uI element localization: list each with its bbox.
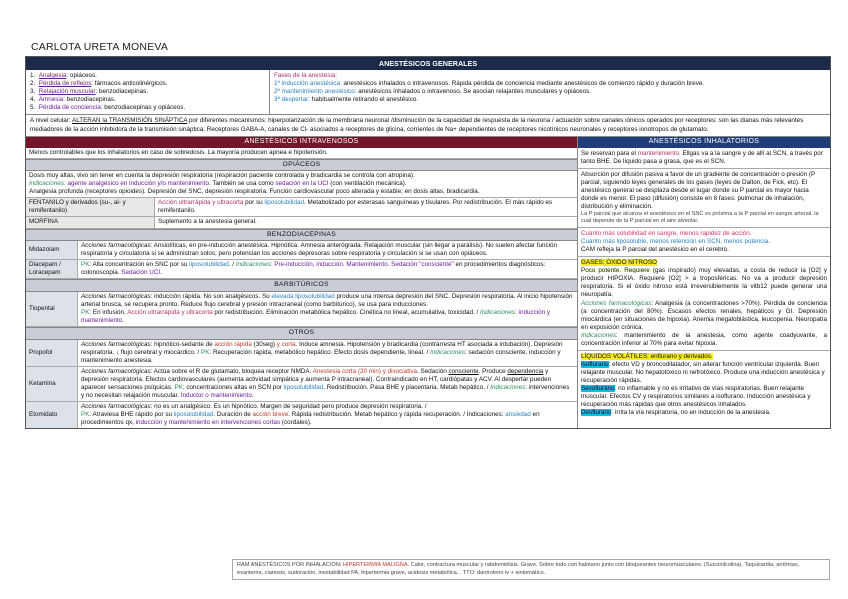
etomidato-row bbox=[26, 402, 577, 428]
propofol-desc: Acciones farmacológicas: hipnótico-sedante de acción rápida (30seg) y corta. Induce amnesia. Hipotensión y bradicardia (contrarresta HT asociada a intubación). Depresión respiratoria. ↓ flujo cerebral y miocárdico. / PK: Recuperación rápida, metabólico hepático. Efecto dosis dependiente, lineal. / Indicaciones: sedación consciente, inducción y mantenimiento anestesia. bbox=[81, 340, 563, 365]
fentanilo-name: FENTANILO y derivados (su-, al- y remifentanilo) bbox=[26, 198, 155, 216]
overview-section bbox=[26, 70, 830, 115]
author-name: CARLOTA URETA MONEVA bbox=[31, 41, 169, 53]
morfina-row bbox=[26, 217, 577, 228]
phases-block bbox=[270, 70, 830, 114]
fentanilo-desc: Acción ultrarrápida y ultracorta por su liposolubilidad. Metabolizado por esterasas sanguíneas y tisulares. Por redistribución. El más rápido es remifentanilo. bbox=[158, 199, 553, 215]
inh-header: ANESTÉSICOS INHALATORIOS bbox=[578, 137, 830, 148]
phases-title: Fases de la anestesia: bbox=[274, 72, 338, 80]
effect-item-3: 3. Relajación muscular: benzodiacepinas. bbox=[30, 88, 148, 96]
main-title: ANESTÉSICOS GENERALES bbox=[26, 57, 830, 70]
effect-item-4: 4. Amnesia: benzodiacepinas. bbox=[30, 96, 116, 104]
phase-3: 3ª despertar: habitualmente retirando el anestésico. bbox=[274, 96, 419, 104]
etomidato-name: Etomidato bbox=[26, 402, 78, 428]
propofol-row bbox=[26, 340, 577, 367]
tiopental-row bbox=[26, 292, 577, 327]
opiaceos-header: OPIÁCEOS bbox=[26, 159, 577, 172]
fentanilo-row bbox=[26, 198, 577, 217]
gases-section: GASES: ÓXIDO NITROSO Poco potente. Requiere (gas inspirado) muy elevadas, a costa de reducir la [O2] y producir HIPOXIA. Requiere [O2] > a troposféricas. No va a producir depresión respiratoria. Si el óxido nitroso está irreversiblemente la vitb12 puede generar una neuropatía. Acciones farmacológicas: Analgesia (a concentraciones >70%). Pérdida de conciencia (a concentración del 80%). Escasos efectos renales, hepáticos y GI. Depresión miocárdica (en situaciones de hipoxia). Anemia megaloblástica, leucopenia. Neuropatía en exposición crónica. Indicaciones: mantenimiento de la anestesia, como agente coadyuvante, a concentración inferior al 70% para evitar hipoxia. bbox=[578, 257, 830, 351]
isoflurano-name: Isoflurano bbox=[581, 360, 609, 368]
cellular-level-note: A nivel celular: ALTERAN la TRANSMISIÓN SINÁPTICA por diferentes mecanismos: hiperpolarización de la membrana neuronal /disminución de la capacidad de respuesta de la neurona / actuación sobre canales iónicos operados por receptores: son las dianas más relevantes mediadores de la acción inhibidora de la transmisión sináptica: Receptores GABA-A, canales de Cl- asociados a receptores de glicina, corrientes de Na+ dependientes de receptores nicotínicos neuronales y receptores ionotropos de glutamato. bbox=[26, 115, 830, 136]
ketamina-desc: Acciones farmacológicas: Actúa sobre el R de glutamato, bloquea receptor NMDA. Anestesia corta (20 min) y disociativa. Sedación consciente. Produce dependencia y depresión respiratoria. Efectos cardiovasculares (aumenta actividad simpática y aumenta P intracraneal). Contraindicado en HT, cardiópatas y ACV. Al despertar pueden aparecer sensaciones psíquicas. PK: concentraciones altas en SCN por liposolubilidad. Redistribución. Pasa BHE y placentaria. Metab hepático. / Indicaciones: intervenciones y no necesitan relajación muscular. Inductor o mantenimiento. bbox=[81, 368, 570, 400]
etomidato-desc: Acciones farmacológicas: no es un analgésico. Es un hipnótico. Margen de seguridad pero produce depresión respiratoria. / PK: Atraviesa BHE rápido por su liposolubilidad. Duración de acción breve. Rápida redistribución. Metab hepático y rápida recuperación. / Indicaciones: ansiedad en procedimientos qx, inducción y mantenimiento en intervenciones cortas (cordales). bbox=[81, 403, 540, 427]
effect-item-1: 1. Analgesia: opiáceos. bbox=[30, 72, 97, 80]
ram-footer-note: RAM ANESTÉSICOS POR INHALACIÓN: HIPERTERMIA MALIGNA. Calor, contractura muscular y rabdomiólisis. Grave. Sobre todo con halotano junto con bloqueantes neuromusculares. (Succinilcolina). Taquicardia, arritmias, exantema, cianosis, sudoración, inestabilidad PA, hipertermia grave, acidosis metabólica... TTO: dantroleno iv + sintomático. bbox=[232, 559, 830, 580]
otros-header: OTROS bbox=[26, 327, 577, 340]
inh-solubility: Cuanto más solubilidad en sangre, menos rapidez de acción. Cuanto más liposoluble, menos retención en SCN, menos potencia. CAM refleja la P parcial del anestésico en el cerebro. bbox=[578, 228, 830, 257]
liquidos-section: LÍQUIDOS VOLÁTILES: enflurano y derivados. Isoflurano: efecto VD y broncodilatador, sin alterar función ventricular izquierda. Buen relajante muscular. No hepatotóxico ni nefrotóxico. Produce una inducción anestésica y recuperación rápidas. Sevoflurano: no inflamable y no es irritativo de vías respiratorias. Buen relajante muscular. Efectos CV y respiratorios similares a isoflurano. Inducción anestésica y recuperación más rápidas que otros anestésicos inhalados. Desflurano: irrita la vía respiratoria, no en inducción de la anestesia. bbox=[581, 352, 825, 417]
effects-list bbox=[26, 70, 270, 114]
inh-intro: Se reservan para el mantenimiento. Ellgas va a la sangre y de allí al SCN, a través por tanto BHE. De líquido pasa a grasa, que es el SCN. bbox=[578, 148, 830, 169]
summary-sheet bbox=[25, 56, 831, 429]
phase-2: 2ª mantenimiento anestésico: anestésicos inhalados o intravenoso. Se asocian relajantes musculares y opiáceos. bbox=[274, 88, 592, 96]
iv-header: ANESTÉSICOS INTRAVENOSOS bbox=[26, 137, 577, 148]
diacepam-desc: PK: Alta concentración en SNC por su liposolubilidad. / Indicaciones: Pre-inducción, inducción. Mantenimiento. Sedación "consciente" en procedimientos diagnósticos: colonoscopia. Sedación UCI. bbox=[81, 261, 546, 277]
tiopental-name: Tiopental bbox=[26, 292, 78, 326]
desflurano-name: Desflurano bbox=[581, 409, 612, 417]
effect-item-2: 2. Pérdida de reflejos: fármacos anticolinérgicos. bbox=[30, 80, 168, 88]
main-columns bbox=[26, 137, 830, 429]
tiopental-desc: Acciones farmacológicas: inducción rápida. No son analgésicos. Su elevada liposolubilidad produce una intensa depresión del SNC. Depresión respiratoria. Al inicio hipotensión arterial brusca, se recupera pronto. Reduce flujo cerebral y presión intracraneal (como barbitúrico), se usa para inducciones. PK: En infusión. Acción ultrarrápida y ultracorta por redistribución. Eliminación metabólica hepático. Cinética no lineal, acumulativa, toxicidad. / Indicaciones: inducción y mantenimiento. bbox=[81, 293, 573, 325]
phase-1: 1ª inducción anestésica: anestésicos inhalados o intravenosos. Rápida pérdida de conciencia mediante anestésicos de comienzo rápido y duración breve. bbox=[274, 80, 705, 88]
ketamina-row bbox=[26, 367, 577, 402]
intravenous-column bbox=[26, 137, 578, 429]
midazolam-name: Midazolam bbox=[26, 241, 78, 259]
barb-header: BARBITÚRICOS bbox=[26, 279, 577, 292]
iv-intro: Menos controlables que los inhalatorios en caso de sobredosis. La mayoría producen apnea e hipotensión. bbox=[26, 148, 577, 159]
sevoflurano-name: Sevoflurano bbox=[581, 384, 615, 392]
morfina-name: MORFINA bbox=[26, 217, 155, 227]
morfina-desc: Suplemento a la anestesia general. bbox=[158, 218, 257, 226]
midazolam-row bbox=[26, 241, 577, 260]
inhalation-column bbox=[578, 137, 830, 429]
midazolam-desc: Acciones farmacológicas: Ansiolíticas, en pre-inducción anestésica. Hipnótica. Amnesia anterógrada. Relajación muscular (sin llegar a parálisis). No suelen afectar función respiratoria y circulatoria si se administran solos; pero potencian los acciones depresoras sobre respiratoria y circulación si se usan con opiáceos. bbox=[81, 242, 558, 258]
opiaceos-text: Dosis muy altas, vivo sin tener en cuenta la depresión respiratoria (respiración paciente controlada y bradicardia se controla con atropina). Indicaciones: agente analgésico en inducción y/o mantenimiento. También se usa como sedación en la UCI (con ventilación mecánica). Analgesia profunda (receptores opioides). Depresión del SNC, depresión respiratoria. Función cardiovascular poco alterada y estable; en dosis altas, bradicardia. bbox=[26, 171, 577, 198]
effect-item-5: 5. Pérdida de conciencia: benzodiacepinas y opiáceos. bbox=[30, 104, 186, 112]
diacepam-name: Diacepam / Loracepam bbox=[26, 260, 78, 278]
benzo-header: BENZODIACEPINAS bbox=[26, 229, 577, 242]
propofol-name: Propofol bbox=[26, 340, 78, 366]
ketamina-name: Ketamina bbox=[26, 367, 78, 401]
liquidos-header: LÍQUIDOS VOLÁTILES: enflurano y derivados. bbox=[581, 352, 713, 360]
diacepam-row bbox=[26, 260, 577, 279]
inh-absorption: Absorción por difusión pasiva a favor de un gradiente de concentración o presión (P parcial, siguiendo leyes generales de los gases (leyes de Dalton, de Fick, etc). El anestésico general se desplaza desde el lugar donde su P parcial es mayor hacia donde es menor. El paso (difusión) consiste en 8 fases: pulmonar de inhalación, distribución y eliminación. La P parcial que alcanza el anestésico en el SNC es próxima a la P parcial en sangre arterial, la cual depende de la P parcial en el aire alveolar. bbox=[578, 169, 830, 229]
gases-header: GASES: ÓXIDO NITROSO bbox=[581, 259, 657, 267]
